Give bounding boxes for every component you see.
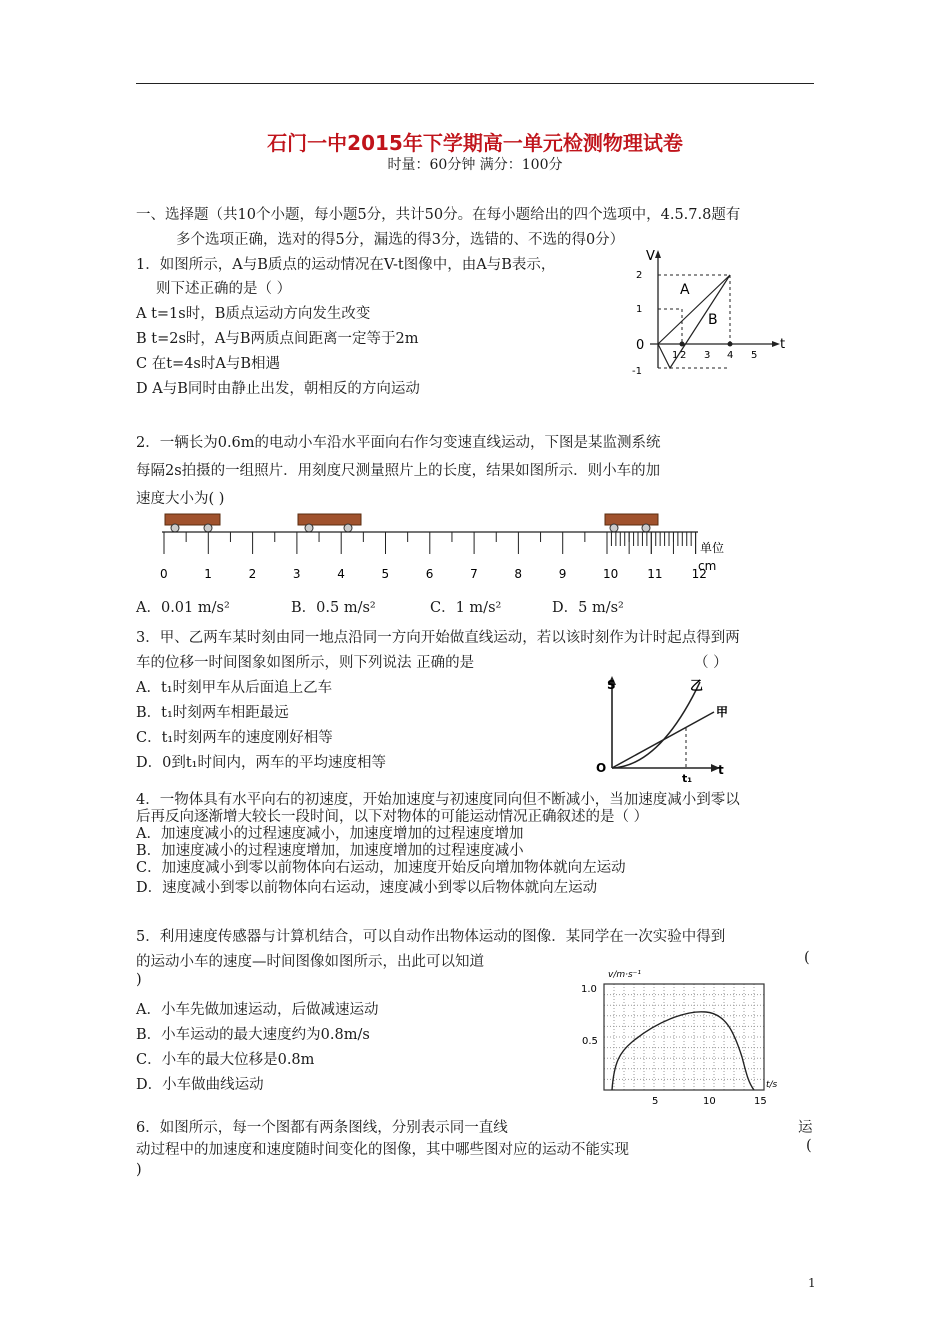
q1-option-b: B t=2s时，A与B两质点间距离一定等于2m: [136, 331, 419, 347]
q1-stem-line1: 1．如图所示，A与B质点的运动情况在V-t图像中，由A与B表示，: [136, 257, 556, 273]
q6-paren-open: (: [806, 1138, 812, 1154]
q5-stem-line1: 5．利用速度传感器与计算机结合，可以自动作出物体运动的图像．某同学在一次实验中得到: [136, 929, 726, 945]
q5-stem-line2: 的运动小车的速度—时间图像如图所示，出此可以知道: [136, 954, 484, 970]
q1-y-tick-1: 1: [636, 304, 643, 315]
q5-x-tick-5: 5: [652, 1096, 659, 1107]
q6-stem-line1b: 运: [798, 1120, 813, 1136]
q1-y-arrow: [655, 250, 661, 258]
q3-answer-paren: （ ）: [694, 655, 728, 671]
q3-option-d: D．0到t₁时间内，两车的平均速度相等: [136, 755, 386, 771]
q5-x-label: t/s: [766, 1080, 778, 1090]
page-number: 1: [808, 1276, 816, 1290]
ruler-tick-label: 4: [337, 567, 345, 581]
q1-stem-line2: 则下述正确的是（ ）: [156, 281, 292, 297]
q6-stem-line1a: 6．如图所示，每一个图都有两条图线，分别表示同一直线: [136, 1120, 508, 1136]
q4-stem-line2: 后再反向逐渐增大较长一段时间，以下对物体的可能运动情况正确叙述的是（ ）: [136, 809, 649, 825]
q1-y-label: V: [646, 249, 655, 264]
q2-cart-2: [298, 514, 361, 532]
q1-point-t2: [680, 342, 685, 347]
ruler-tick-label: 0: [160, 567, 168, 581]
ruler-tick-label: 6: [425, 567, 434, 581]
q5-option-b: B．小车运动的最大速度约为0.8m/s: [136, 1027, 370, 1043]
q1-x-tick-3: 3: [704, 350, 711, 361]
q2-stem-line3: 速度大小为( ): [136, 491, 225, 507]
q4-stem-line1: 4．一物体具有水平向右的初速度，开始加速度与初速度同向但不断减小，当加速度减小到零以: [136, 792, 740, 808]
q1-line-a: [658, 275, 730, 344]
q3-curve-yi: [612, 682, 700, 768]
q1-x-tick-1: 1: [672, 350, 679, 361]
q2-option-d: D．5 m/s²: [552, 600, 624, 616]
q1-point-t4: [728, 342, 733, 347]
q1-option-c: C 在t=4s时A与B相遇: [136, 356, 280, 372]
q1-label-b: B: [708, 312, 718, 328]
ruler-tick-label: 5: [381, 567, 390, 581]
q1-y-tick-m1: -1: [632, 366, 642, 377]
q5-option-a: A．小车先做加速运动，后做减速运动: [136, 1002, 379, 1018]
ruler-tick-label: 9: [558, 567, 567, 581]
ruler-tick-label: 3: [292, 567, 301, 581]
q2-option-a: A．0.01 m/s²: [136, 600, 230, 616]
q1-x-label: t: [780, 337, 786, 352]
q1-option-d: D A与B同时由静止出发，朝相反的方向运动: [136, 381, 420, 397]
q5-paren-close: ): [136, 972, 142, 988]
q2-option-c: C．1 m/s²: [430, 600, 502, 616]
q3-y-label: S: [607, 678, 616, 692]
q5-x-tick-15: 15: [754, 1096, 767, 1107]
ruler-tick-label: 7: [470, 567, 478, 581]
q5-paren-open: (: [804, 950, 810, 966]
q5-y-tick-05: 0.5: [582, 1036, 598, 1047]
q3-option-b: B．t₁时刻两车相距最远: [136, 705, 289, 721]
ruler-tick-label: 8: [514, 567, 523, 581]
q3-t1-label: t₁: [682, 772, 693, 785]
q1-y-tick-2: 2: [636, 270, 643, 281]
ruler-tick-label: 1: [204, 567, 212, 581]
q3-st-graph: [590, 672, 740, 788]
q5-x-tick-10: 10: [703, 1096, 716, 1107]
q4-option-b: B．加速度减小的过程速度增加，加速度增加的过程速度减小: [136, 843, 524, 859]
q3-line-jia: [612, 712, 714, 768]
ruler-tick-label: 12: [691, 567, 707, 581]
q3-label-yi: 乙: [690, 679, 704, 694]
q2-ruler-figure: [150, 508, 740, 588]
q3-x-label: t: [718, 763, 724, 777]
q3-label-jia: 甲: [716, 705, 729, 719]
q2-unit-cm: cm: [698, 559, 717, 573]
q5-velocity-curve: [612, 1012, 754, 1090]
q5-y-tick-1: 1.0: [581, 984, 597, 995]
q1-label-a: A: [680, 282, 690, 298]
q2-stem-line2: 每隔2s拍摄的一组照片．用刻度尺测量照片上的长度，结果如图所示．则小车的加: [136, 463, 661, 479]
q4-option-a: A．加速度减小的过程速度减小，加速度增加的过程速度增加: [136, 826, 524, 842]
q5-option-c: C．小车的最大位移是0.8m: [136, 1052, 315, 1068]
q5-option-d: D．小车做曲线运动: [136, 1077, 264, 1093]
q2-cart-3: [605, 514, 658, 532]
q3-stem-line2: 车的位移一时间图象如图所示，则下列说法 正确的是: [136, 655, 475, 671]
q1-x-tick-4: 4: [727, 350, 734, 361]
section-intro-line1: 一、选择题（共10个小题，每小题5分，共计50分。在每小题给出的四个选项中，4.5.7.8题有: [136, 207, 741, 223]
ruler-tick-label: 2: [248, 567, 257, 581]
q5-y-label: v/m·s⁻¹: [608, 970, 642, 980]
q5-grid: [604, 984, 764, 1090]
exam-subtitle: 时量：60分钟 满分：100分: [387, 157, 563, 173]
q3-option-a: A．t₁时刻甲车从后面追上乙车: [136, 680, 333, 696]
q1-origin: 0: [636, 338, 645, 353]
q1-option-a: A t=1s时，B质点运动方向发生改变: [136, 306, 371, 322]
q6-paren-close: ): [136, 1162, 142, 1178]
q4-option-d: D．速度减小到零以前物体向右运动，速度减小到零以后物体就向左运动: [136, 880, 598, 896]
q5-vt-graph: [576, 962, 786, 1110]
ruler-tick-label: 11: [647, 567, 663, 581]
q2-stem-line1: 2．一辆长为0.6m的电动小车沿水平面向右作匀变速直线运动，下图是某监测系统: [136, 435, 661, 451]
q1-vt-graph: [616, 246, 796, 380]
q1-x-tick-2: 2: [680, 350, 687, 361]
exam-title: 石门一中2015年下学期高一单元检测物理试卷: [267, 131, 683, 155]
section-intro-line2: 多个选项正确，选对的得5分，漏选的得3分，选错的、不选的得0分）: [176, 232, 625, 248]
q4-option-c: C．加速度减小到零以前物体向右运动，加速度开始反向增加物体就向左运动: [136, 860, 626, 876]
q2-cart-1: [165, 514, 220, 532]
header-rule: [136, 83, 814, 84]
q3-stem-line1: 3．甲、乙两车某时刻由同一地点沿同一方向开始做直线运动，若以该时刻作为计时起点得到两: [136, 630, 740, 646]
q3-option-c: C．t₁时刻两车的速度刚好相等: [136, 730, 333, 746]
q1-x-arrow: [772, 341, 780, 347]
q3-origin: O: [596, 761, 607, 775]
q1-line-b: [658, 275, 730, 368]
ruler-tick-label: 10: [603, 567, 619, 581]
q2-unit-label: 单位: [700, 541, 725, 555]
q2-ruler-labels: [160, 567, 707, 581]
q2-ruler-ticks: [164, 532, 696, 554]
q1-x-tick-5: 5: [751, 350, 758, 361]
q2-option-b: B．0.5 m/s²: [291, 600, 376, 616]
q6-stem-line2: 动过程中的加速度和速度随时间变化的图像，其中哪些图对应的运动不能实现: [136, 1142, 629, 1158]
